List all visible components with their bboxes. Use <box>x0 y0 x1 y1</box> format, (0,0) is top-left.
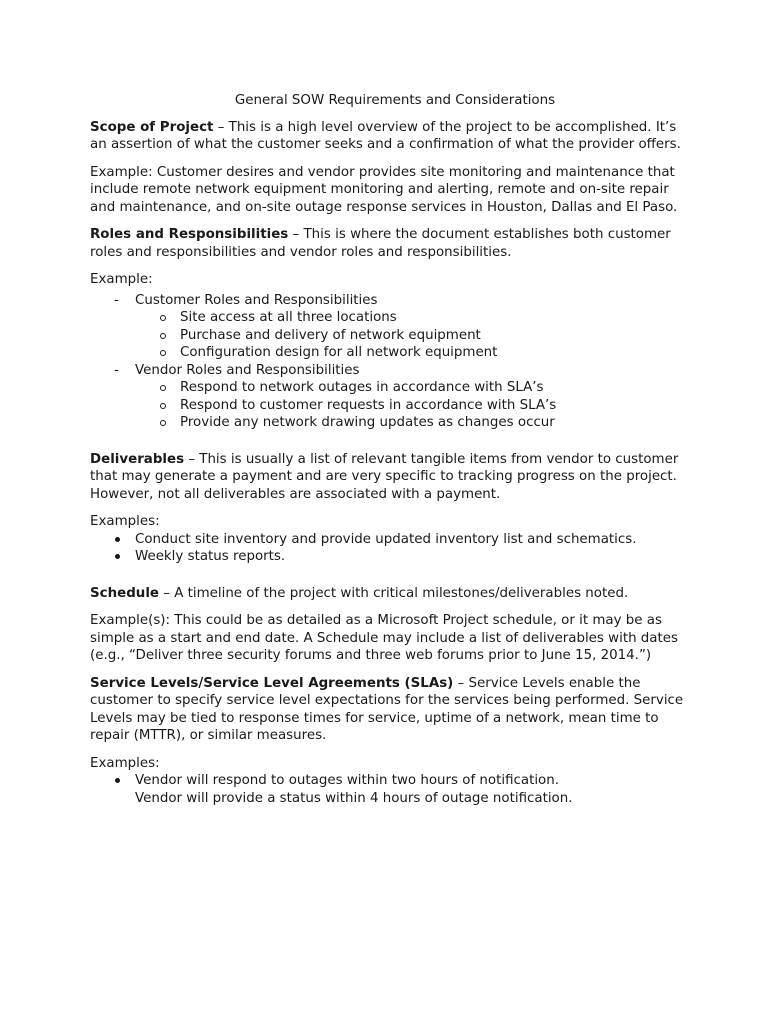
bullet-icon <box>115 778 120 783</box>
sla-heading: Service Levels/Service Level Agreements (SLAs) <box>90 675 454 691</box>
schedule-heading: Schedule <box>90 585 159 601</box>
sla-text: – Service Levels enable the customer to specify service level expectations for the services being performed. Service Levels may be tied to response times for service, uptime of a network, mean time to repair (MTTR), or similar measures. <box>90 675 684 743</box>
circle-bullet-icon <box>160 350 166 356</box>
list-item-vendor-roles <box>90 362 690 380</box>
scope-paragraph <box>90 119 690 154</box>
vendor-roles-sublist <box>90 379 690 432</box>
customer-roles-label: Customer Roles and Responsibilities <box>135 292 378 308</box>
roles-list <box>90 292 690 432</box>
bullet-icon <box>115 554 120 559</box>
list-item-customer-roles <box>90 292 690 310</box>
roles-paragraph <box>90 226 690 261</box>
document-page <box>90 92 690 817</box>
list-item <box>90 531 690 549</box>
circle-bullet-icon <box>160 315 166 321</box>
bullet-icon <box>115 537 120 542</box>
list-item-text: Respond to network outages in accordance with SLA’s <box>180 380 544 395</box>
roles-example-label: Example: <box>90 272 153 287</box>
list-item <box>90 772 690 790</box>
list-item-text: Configuration design for all network equipment <box>180 345 498 360</box>
list-item <box>90 397 690 415</box>
list-item <box>90 327 690 345</box>
sla-examples-label: Examples: <box>90 755 160 771</box>
list-item-text: Site access at all three locations <box>180 310 397 325</box>
list-item-text: Provide any network drawing updates as changes occur <box>180 415 555 430</box>
scope-example: Example: Customer desires and vendor provides site monitoring and maintenance that include remote network equipment monitoring and alerting, remote and on-site repair and maintenance, and on-site outage response services in Houston, Dallas and El Paso. <box>90 164 678 215</box>
list-item-text: Vendor will respond to outages within two hours of notification. <box>135 773 559 788</box>
list-item <box>90 548 690 566</box>
list-item <box>90 344 690 362</box>
dash-marker: - <box>114 292 119 308</box>
roles-text: – This is where the document establishes both customer roles and responsibilities and vendor roles and responsibilities. <box>90 227 671 260</box>
circle-bullet-icon <box>160 403 166 409</box>
list-item <box>90 379 690 397</box>
roles-heading: Roles and Responsibilities <box>90 227 289 242</box>
sla-continuation: Vendor will provide a status within 4 hours of outage notification. <box>135 790 573 806</box>
list-item-text: Conduct site inventory and provide updated inventory list and schematics. <box>135 531 637 547</box>
schedule-paragraph <box>90 585 690 603</box>
list-item-text: Purchase and delivery of network equipment <box>180 327 481 343</box>
list-item-text: Weekly status reports. <box>135 549 286 564</box>
circle-bullet-icon <box>160 385 166 391</box>
document-title: General SOW Requirements and Considerations <box>234 93 556 108</box>
list-item-text: Respond to customer requests in accordance with SLA’s <box>180 397 557 413</box>
dash-marker: - <box>114 362 119 378</box>
schedule-text: – A timeline of the project with critical milestones/deliverables noted. <box>159 585 629 601</box>
deliverables-paragraph <box>90 451 690 504</box>
sla-list <box>90 772 690 790</box>
vendor-roles-sublist-wrapper <box>90 379 690 432</box>
sla-paragraph <box>90 675 690 745</box>
deliverables-heading: Deliverables <box>90 451 185 467</box>
scope-text: – This is a high level overview of the project to be accomplished. It’s an assertion of what the customer seeks and a confirmation of what the provider offers. <box>90 119 681 152</box>
deliverables-examples-label: Examples: <box>90 514 160 529</box>
scope-heading: Scope of Project <box>90 119 214 135</box>
deliverables-list <box>90 531 690 566</box>
customer-roles-sublist-wrapper <box>90 309 690 362</box>
list-item <box>90 414 690 432</box>
deliverables-text: – This is usually a list of relevant tangible items from vendor to customer that may generate a payment and are very specific to tracking progress on the project. However, not all deliverables are associated with a payment. <box>90 451 679 502</box>
customer-roles-sublist <box>90 309 690 362</box>
list-item <box>90 309 690 327</box>
vendor-roles-label: Vendor Roles and Responsibilities <box>135 362 360 378</box>
circle-bullet-icon <box>160 333 166 339</box>
schedule-example: Example(s): This could be as detailed as a Microsoft Project schedule, or it may be as simple as a start and end date. A Schedule may include a list of deliverables with dates (e.g., “Deliver three security forums and three web forums prior to June 15, 2014.”) <box>90 613 678 663</box>
circle-bullet-icon <box>160 420 166 426</box>
